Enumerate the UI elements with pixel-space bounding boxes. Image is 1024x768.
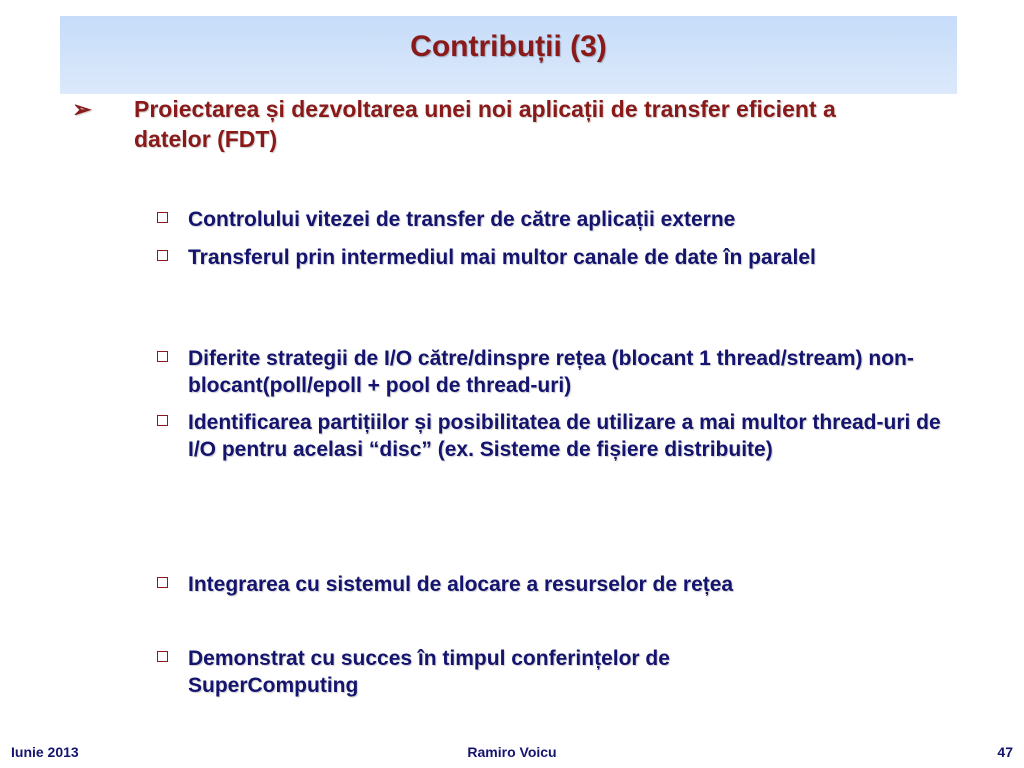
checkbox-bullet-icon — [157, 351, 168, 362]
sub-bullet — [157, 345, 917, 399]
sub-bullet — [157, 206, 957, 233]
checkbox-bullet-icon — [157, 250, 168, 261]
footer-page-number: 47 — [997, 744, 1013, 760]
checkbox-bullet-icon — [157, 415, 168, 426]
sub-bullet-text: Controlului vitezei de transfer de către aplicații externe — [188, 208, 736, 231]
checkbox-bullet-icon — [157, 651, 168, 662]
sub-bullet — [157, 571, 957, 598]
main-bullet-text: Proiectarea și dezvoltarea unei noi aplicații de transfer eficient a datelor (FDT) — [134, 96, 836, 152]
sub-bullet — [157, 409, 957, 463]
sub-bullet — [157, 244, 957, 271]
main-bullet — [72, 94, 912, 154]
sub-bullet-text: Integrarea cu sistemul de alocare a resurselor de rețea — [188, 573, 734, 596]
checkbox-bullet-icon — [157, 212, 168, 223]
sub-bullet-text: Diferite strategii de I/O către/dinspre rețea (blocant 1 thread/stream) non-blocant(poll/epoll + pool de thread-uri) — [188, 347, 914, 397]
slide-title: Contribuții (3) — [410, 30, 607, 63]
sub-bullet-text: Identificarea partițiilor și posibilitatea de utilizare a mai multor thread-uri de I/O pentru acelasi “disc” (ex. Sisteme de fișiere distribuite) — [188, 411, 941, 461]
checkbox-bullet-icon — [157, 577, 168, 588]
footer-author: Ramiro Voicu — [467, 744, 557, 760]
sub-bullet — [157, 645, 797, 699]
footer-date: Iunie 2013 — [11, 744, 79, 760]
sub-bullet-text: Demonstrat cu succes în timpul conferințelor de SuperComputing — [188, 647, 670, 697]
arrow-bullet-icon: ➢ — [72, 96, 92, 122]
sub-bullet-text: Transferul prin intermediul mai multor canale de date în paralel — [188, 246, 816, 269]
